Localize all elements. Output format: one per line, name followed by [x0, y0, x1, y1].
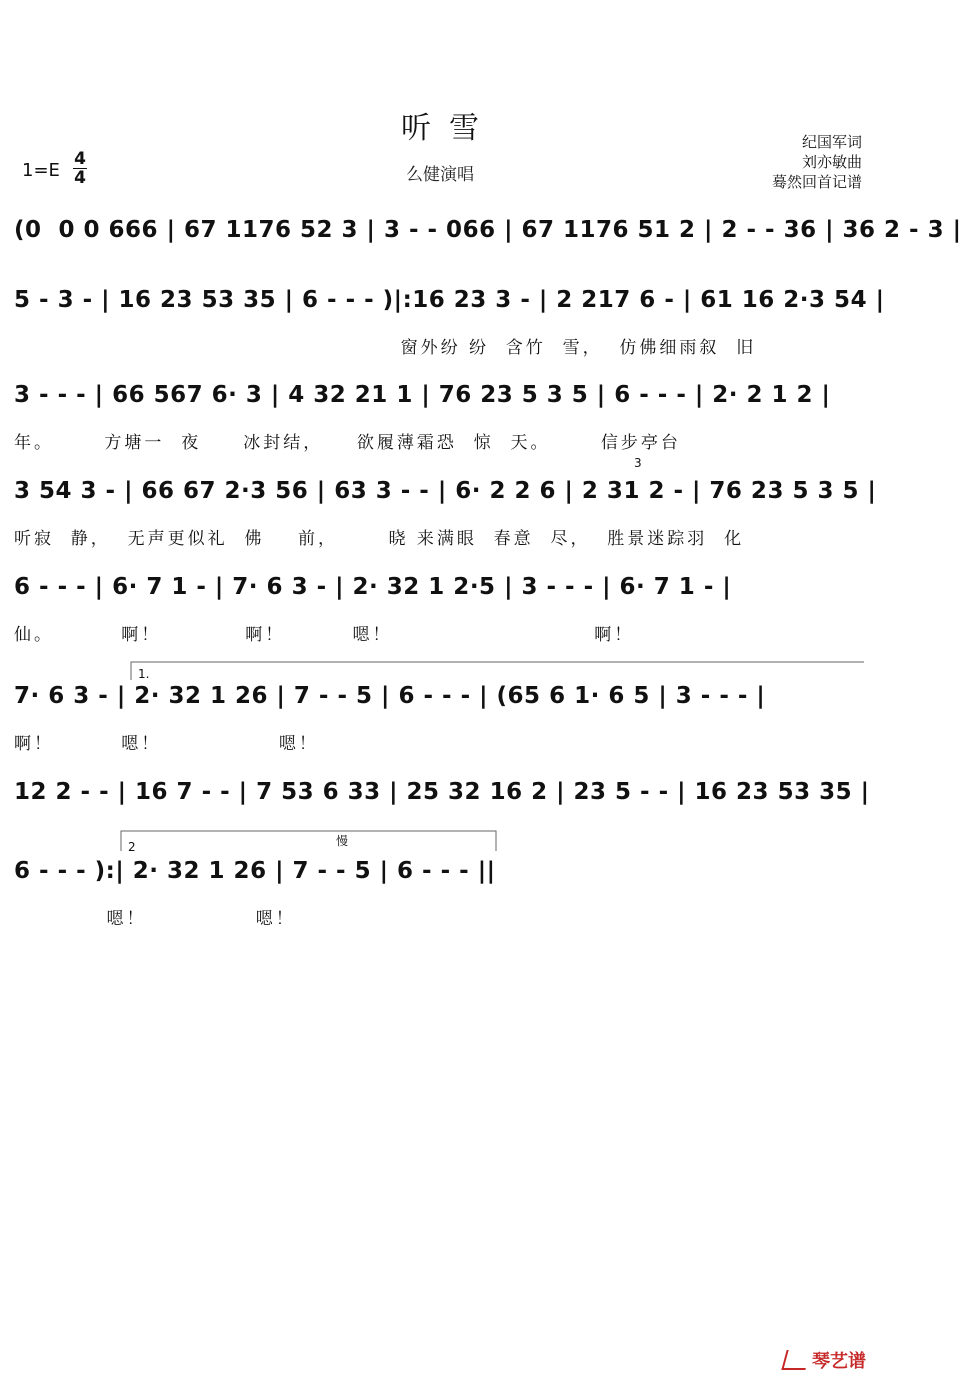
song-title: 听雪 [401, 111, 497, 146]
lyric-line: 啊！ 嗯！ 嗯！ [14, 734, 319, 754]
transcriber-credit: 蓦然回首记谱 [771, 173, 862, 191]
logo-mark-icon [781, 1350, 810, 1370]
notation-line: 3 54 3 - | 66 67 2·3 56 | 63 3 - - | 6· 2 2 6 | 2 31 2 - | 76 23 5 3 5 | [14, 478, 877, 504]
tempo-slow-mark: 慢 [336, 834, 349, 848]
volta-2-bracket [120, 830, 498, 852]
volta-1-mark: 1. [138, 667, 150, 681]
key-signature: 1=E [22, 160, 60, 181]
logo-text: 琴艺谱 [812, 1351, 866, 1372]
time-signature [72, 150, 88, 187]
notation-line: 6 - - - ):| 2· 32 1 26 | 7 - - 5 | 6 - - - || [14, 858, 496, 884]
lyric-line: 听寂 静， 无声更似礼 佛 前， 晓 来满眼 春意 尽， 胜景迷踪羽 化 [14, 529, 745, 549]
lyric-line: 仙。 啊！ 啊！ 嗯！ 啊！ [14, 625, 635, 645]
lyric-line: 嗯！ 嗯！ [14, 909, 296, 929]
notation-line: 6 - - - | 6· 7 1 - | 7· 6 3 - | 2· 32 1 2·5 | 3 - - - | 6· 7 1 - | [14, 574, 732, 600]
lyric-line: 年。 方塘一 夜 冰封结， 欲履薄霜恐 惊 天。 信步亭台 [14, 433, 681, 453]
notation-line: 5 - 3 - | 16 23 53 35 | 6 - - - )|:16 23 3 - | 2 217 6 - | 61 16 2·3 54 | [14, 287, 885, 313]
triplet-mark: 3 [634, 456, 642, 470]
composer-credit: 刘亦敏曲 [801, 153, 862, 171]
notation-line: 3 - - - | 66 567 6· 3 | 4 32 21 1 | 76 23 5 3 5 | 6 - - - | 2· 2 1 2 | [14, 382, 831, 408]
singer-credit: 么健演唱 [406, 165, 474, 185]
lyric-line: 窗外纷 纷 含竹 雪， 仿佛细雨叙 旧 [14, 338, 757, 358]
lyricist-credit: 纪国军词 [801, 133, 862, 151]
notation-line: (0 0 0 666 | 67 1176 52 3 | 3 - - 066 | 67 1176 51 2 | 2 - - 36 | 36 2 - 3 | [14, 217, 961, 243]
volta-2-mark: 2 [128, 840, 136, 854]
site-logo [784, 1347, 866, 1373]
composer-credits [772, 132, 862, 192]
notation-line: 7· 6 3 - | 2· 32 1 26 | 7 - - 5 | 6 - - - | (65 6 1· 6 5 | 3 - - - | [14, 683, 766, 709]
time-signature-bottom: 4 [74, 168, 86, 188]
notation-line: 12 2 - - | 16 7 - - | 7 53 6 33 | 25 32 16 2 | 23 5 - - | 16 23 53 35 | [14, 779, 870, 805]
volta-1-bracket [130, 661, 865, 681]
time-signature-top: 4 [74, 149, 86, 169]
